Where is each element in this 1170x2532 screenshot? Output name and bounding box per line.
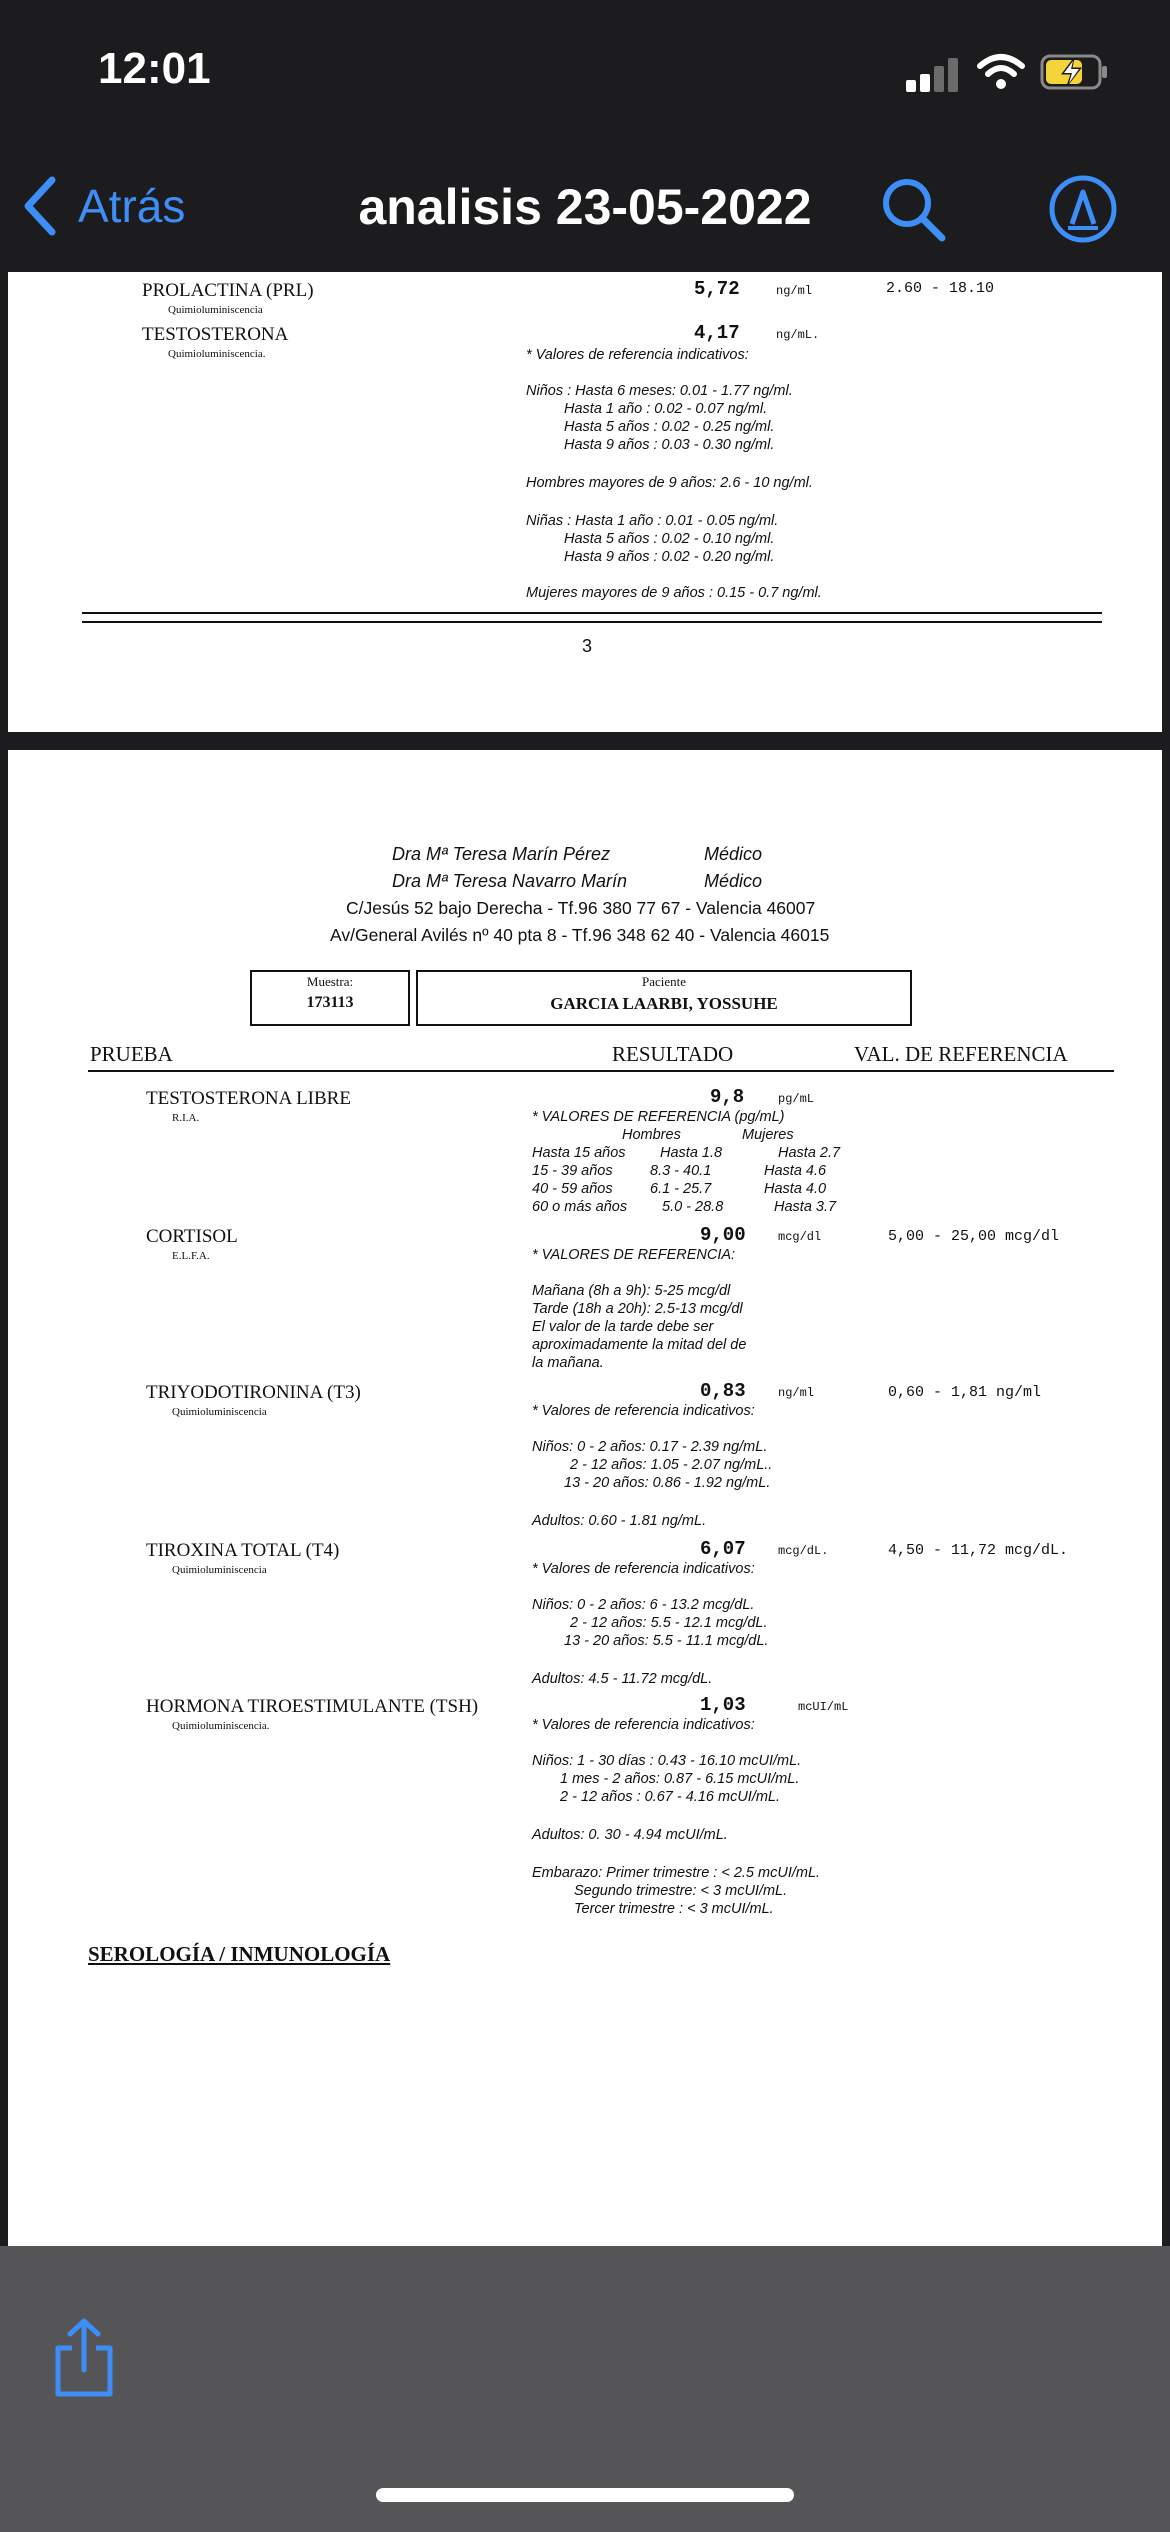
reference-note: 6.1 - 25.7 [650, 1181, 712, 1197]
reference-note: Mañana (8h a 9h): 5-25 mcg/dl [532, 1283, 731, 1299]
reference-note: Adultos: 0. 30 - 4.94 mcUI/mL. [532, 1827, 728, 1843]
patient-box [416, 970, 912, 1026]
test-name: TESTOSTERONA LIBRE [146, 1088, 351, 1109]
test-range: 4,50 - 11,72 mcg/dL. [888, 1542, 1069, 1559]
reference-note: Adultos: 4.5 - 11.72 mcg/dL. [532, 1671, 713, 1687]
test-unit: ng/ml [776, 284, 813, 298]
test-range: 0,60 - 1,81 ng/ml [888, 1384, 1042, 1401]
home-indicator[interactable] [376, 2488, 794, 2502]
test-value: 0,83 [700, 1380, 746, 1402]
column-header-result: RESULTADO [612, 1042, 734, 1066]
test-method: Quimioluminiscencia [172, 1564, 267, 1576]
header-rule [88, 1070, 1114, 1072]
test-method: Quimioluminiscencia. [172, 1720, 270, 1732]
test-range: 2.60 - 18.10 [886, 280, 995, 297]
pdf-page-3 [8, 272, 1162, 732]
reference-note: Mujeres mayores de 9 años : 0.15 - 0.7 ng/ml. [526, 585, 822, 601]
reference-note: Mujeres [742, 1127, 794, 1143]
reference-note: * VALORES DE REFERENCIA (pg/mL) [532, 1109, 785, 1125]
battery-charging-icon [1040, 54, 1110, 90]
reference-note: 40 - 59 años [532, 1181, 613, 1197]
doctor-role: Médico [704, 871, 763, 891]
test-method: E.L.F.A. [172, 1250, 210, 1262]
cellular-signal-icon [906, 56, 960, 92]
test-name: TRIYODOTIRONINA (T3) [146, 1382, 361, 1403]
doctor-name: Dra Mª Teresa Navarro Marín [392, 871, 628, 891]
reference-note: * Valores de referencia indicativos: [532, 1561, 755, 1577]
reference-note: 5.0 - 28.8 [662, 1199, 724, 1215]
reference-note: 2 - 12 años: 1.05 - 2.07 ng/mL.. [570, 1457, 773, 1473]
reference-note: Hasta 15 años [532, 1145, 626, 1161]
reference-note: 15 - 39 años [532, 1163, 613, 1179]
reference-note: Niños: 1 - 30 días : 0.43 - 16.10 mcUI/mL. [532, 1753, 802, 1769]
reference-note: 2 - 12 años : 0.67 - 4.16 mcUI/mL. [560, 1789, 781, 1805]
reference-note: 13 - 20 años: 5.5 - 11.1 mcg/dL. [564, 1633, 769, 1649]
test-unit: mcUI/mL [798, 1700, 849, 1714]
sample-box [250, 970, 410, 1026]
test-method: Quimioluminiscencia [172, 1406, 267, 1418]
reference-note: 60 o más años [532, 1199, 628, 1215]
test-value: 6,07 [700, 1538, 746, 1560]
reference-note: Tarde (18h a 20h): 2.5-13 mcg/dl [532, 1301, 743, 1317]
reference-note: Tercer trimestre : < 3 mcUI/mL. [574, 1901, 774, 1917]
share-icon[interactable] [52, 2318, 116, 2398]
pdf-viewer[interactable] [0, 272, 1170, 2246]
wifi-icon [976, 52, 1026, 92]
clinic-address: Av/General Avilés nº 40 pta 8 - Tf.96 348 62 40 - Valencia 46015 [330, 925, 830, 945]
reference-note: la mañana. [532, 1355, 604, 1371]
test-name: PROLACTINA (PRL) [142, 280, 314, 301]
test-unit: ng/ml [778, 1386, 815, 1400]
reference-note: * VALORES DE REFERENCIA: [532, 1247, 736, 1263]
reference-note: 13 - 20 años: 0.86 - 1.92 ng/mL. [564, 1475, 771, 1491]
clinic-address: C/Jesús 52 bajo Derecha - Tf.96 380 77 67 - Valencia 46007 [346, 898, 816, 918]
reference-note: Hasta 9 años : 0.02 - 0.20 ng/ml. [564, 549, 775, 565]
test-value: 5,72 [694, 278, 740, 300]
document-title: analisis 23-05-2022 [358, 179, 812, 235]
reference-note: Hasta 9 años : 0.03 - 0.30 ng/ml. [564, 437, 775, 453]
reference-note: Hasta 4.6 [764, 1163, 827, 1179]
search-icon[interactable] [880, 176, 946, 242]
column-header-test: PRUEBA [90, 1042, 173, 1066]
test-method: Quimioluminiscencia. [168, 348, 266, 360]
sample-label: Muestra: [306, 974, 354, 989]
test-unit: mcg/dL. [778, 1544, 829, 1558]
reference-note: 2 - 12 años: 5.5 - 12.1 mcg/dL. [570, 1615, 768, 1631]
reference-note: Hasta 5 años : 0.02 - 0.10 ng/ml. [564, 531, 775, 547]
column-header-reference: VAL. DE REFERENCIA [854, 1042, 1068, 1066]
reference-note: Niños : Hasta 6 meses: 0.01 - 1.77 ng/ml. [526, 383, 793, 399]
reference-note: Hombres mayores de 9 años: 2.6 - 10 ng/ml. [526, 475, 813, 491]
page-number: 3 [582, 636, 593, 656]
test-name: HORMONA TIROESTIMULANTE (TSH) [146, 1696, 479, 1717]
pdf-page-4 [8, 750, 1162, 2300]
reference-note: 8.3 - 40.1 [650, 1163, 712, 1179]
reference-note: Niñas : Hasta 1 año : 0.01 - 0.05 ng/ml. [526, 513, 779, 529]
reference-note: aproximadamente la mitad del de [532, 1337, 747, 1353]
reference-note: Niños: 0 - 2 años: 0.17 - 2.39 ng/mL. [532, 1439, 768, 1455]
doctor-name: Dra Mª Teresa Marín Pérez [392, 844, 611, 864]
doctor-role: Médico [704, 844, 763, 864]
test-unit: mcg/dl [778, 1230, 822, 1244]
sample-id: 173113 [306, 994, 354, 1011]
test-value: 1,03 [700, 1694, 746, 1716]
reference-note: Segundo trimestre: < 3 mcUI/mL. [574, 1883, 788, 1899]
reference-note: Adultos: 0.60 - 1.81 ng/mL. [532, 1513, 707, 1529]
patient-label: Paciente [641, 974, 687, 989]
reference-note: * Valores de referencia indicativos: [532, 1403, 755, 1419]
reference-note: Hasta 1 año : 0.02 - 0.07 ng/ml. [564, 401, 768, 417]
reference-note: Hombres [622, 1127, 681, 1143]
bottom-toolbar [0, 2246, 1170, 2532]
reference-note: Hasta 3.7 [774, 1199, 837, 1215]
test-name: TIROXINA TOTAL (T4) [146, 1540, 340, 1561]
page-footer-rule [82, 612, 1102, 623]
reference-note: Hasta 5 años : 0.02 - 0.25 ng/ml. [564, 419, 775, 435]
reference-note: Niños: 0 - 2 años: 6 - 13.2 mcg/dL. [532, 1597, 755, 1613]
test-value: 9,00 [700, 1224, 746, 1246]
test-method: Quimioluminiscencia [168, 304, 263, 316]
reference-note: * Valores de referencia indicativos: [532, 1717, 755, 1733]
status-bar [0, 0, 1170, 140]
section-title: SEROLOGÍA / INMUNOLOGÍA [88, 1942, 391, 1966]
test-unit: ng/mL. [776, 328, 820, 342]
reference-note: * Valores de referencia indicativos: [526, 347, 749, 363]
test-range: 5,00 - 25,00 mcg/dl [888, 1228, 1060, 1245]
test-value: 9,8 [710, 1086, 745, 1108]
test-unit: pg/mL [778, 1092, 815, 1106]
reference-note: Hasta 4.0 [764, 1181, 827, 1197]
reference-note: Hasta 2.7 [778, 1145, 841, 1161]
reference-note: 1 mes - 2 años: 0.87 - 6.15 mcUI/mL. [560, 1771, 800, 1787]
reference-note: Embarazo: Primer trimestre : < 2.5 mcUI/mL. [532, 1865, 821, 1881]
test-method: R.I.A. [172, 1112, 200, 1124]
test-value: 4,17 [694, 322, 740, 344]
markup-icon[interactable] [1048, 174, 1118, 244]
nav-bar [0, 140, 1170, 272]
back-label: Atrás [78, 180, 186, 232]
status-time: 12:01 [98, 44, 211, 93]
reference-note: Hasta 1.8 [660, 1145, 723, 1161]
patient-name: GARCIA LAARBI, YOSSUHE [550, 994, 778, 1013]
test-name: CORTISOL [146, 1226, 238, 1247]
test-name: TESTOSTERONA [142, 324, 289, 345]
reference-note: El valor de la tarde debe ser [532, 1319, 714, 1335]
